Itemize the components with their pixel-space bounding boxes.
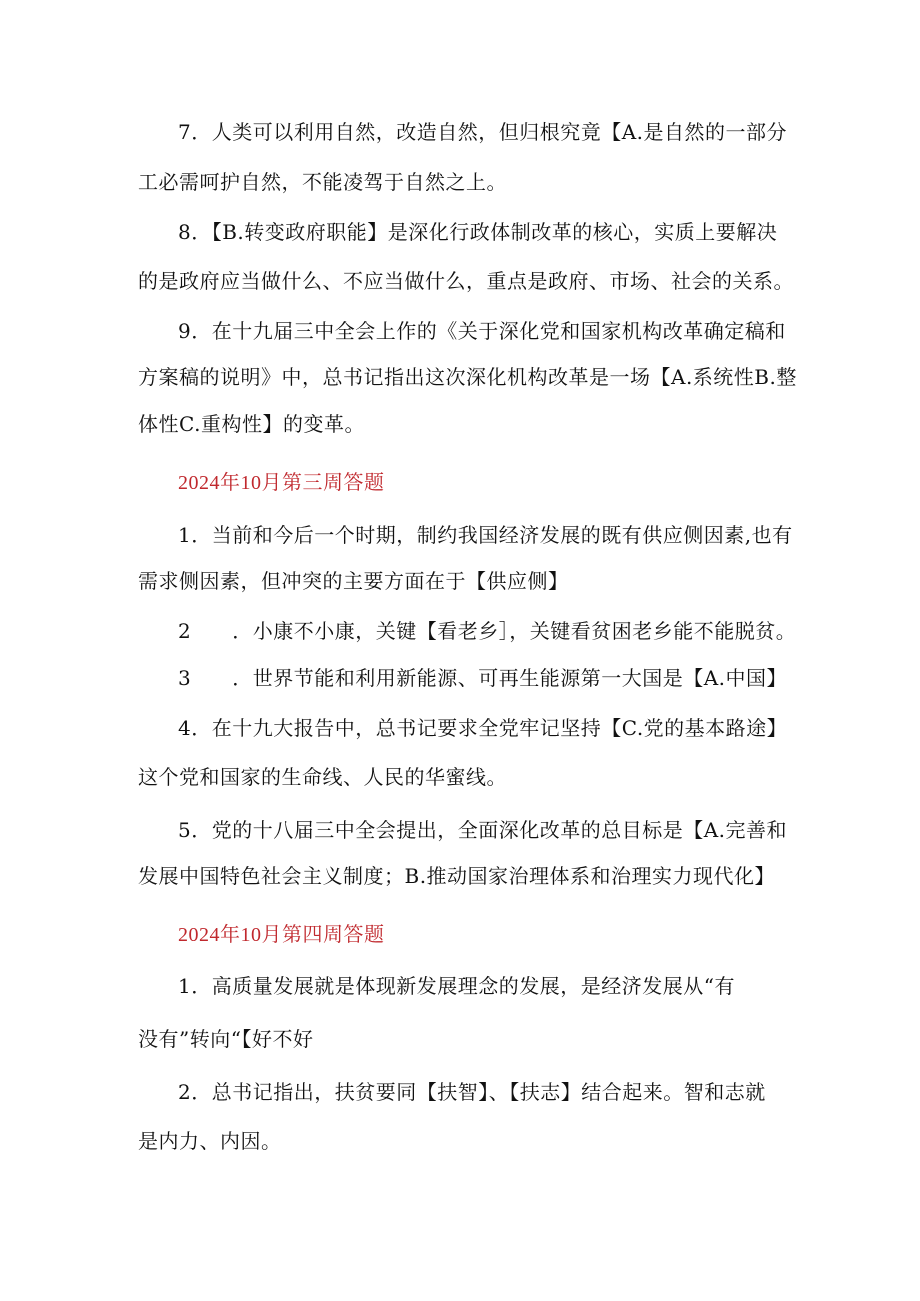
question-7-line-2: 工必需呵护自然，不能凌驾于自然之上。: [138, 170, 507, 194]
w4-question-2-line-1: 2．总书记指出，扶贫要同【扶智】、【扶志】结合起来。智和志就: [178, 1080, 766, 1104]
w4-question-2-line-2: 是内力、内因。: [138, 1129, 282, 1153]
w4-question-1-line-2: 没有”转向“【好不好: [138, 1027, 314, 1051]
question-8-line-1: 8．【B.转变政府职能】是深化行政体制改革的核心，实质上要解决: [178, 220, 778, 244]
w4-question-1-line-1: 1．高质量发展就是体现新发展理念的发展，是经济发展从“有: [178, 974, 735, 998]
w3-question-2: 2 ．小康不小康，关键【看老乡］，关键看贫困老乡能不能脱贫。: [178, 619, 797, 643]
question-9-line-1: 9．在十九届三中全会上作的《关于深化党和国家机构改革确定稿和: [178, 319, 786, 343]
w3-question-1-line-2: 需求侧因素，但冲突的主要方面在于【供应侧】: [138, 569, 569, 593]
question-7-line-1: 7．人类可以利用自然，改造自然，但归根究竟【A.是自然的一部分: [178, 120, 788, 144]
question-9-line-3: 体性C.重构性】的变革。: [138, 412, 365, 436]
w3-question-4-line-1: 4．在十九大报告中，总书记要求全党牢记坚持【C.党的基本路途】: [178, 716, 788, 740]
question-8-line-2: 的是政府应当做什么、不应当做什么，重点是政府、市场、社会的关系。: [138, 269, 794, 293]
w3-question-4-line-2: 这个党和国家的生命线、人民的华蜜线。: [138, 765, 507, 789]
w3-question-1-line-1: 1．当前和今后一个时期，制约我国经济发展的既有供应侧因素,也有: [178, 523, 793, 547]
question-9-line-2: 方案稿的说明》中，总书记指出这次深化机构改革是一场【A.系统性B.整: [138, 365, 797, 389]
w3-question-5-line-2: 发展中国特色社会主义制度；B.推动国家治理体系和治理实力现代化】: [138, 864, 776, 888]
section-heading-week3: 2024年10月第三周答题: [178, 472, 385, 494]
section-heading-week4: 2024年10月第四周答题: [178, 924, 385, 946]
w3-question-5-line-1: 5．党的十八届三中全会提出，全面深化改革的总目标是【A.完善和: [178, 818, 788, 842]
w3-question-3: 3 ．世界节能和利用新能源、可再生能源第一大国是【A.中国】: [178, 666, 788, 690]
